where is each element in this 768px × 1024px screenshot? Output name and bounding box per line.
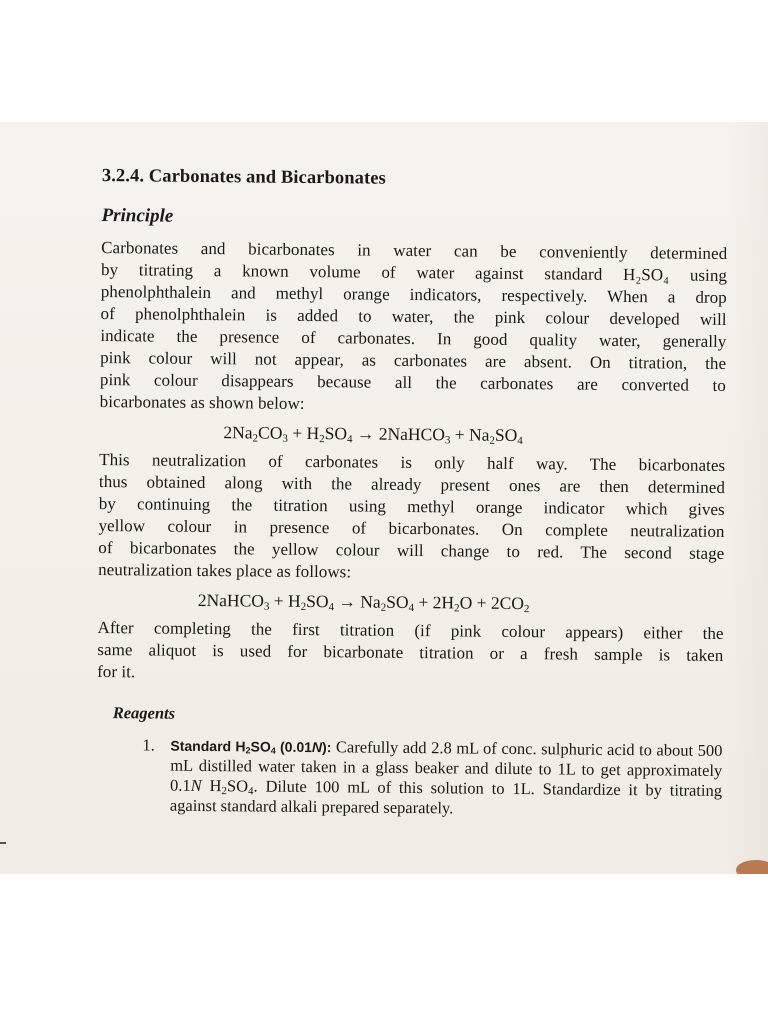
neutralization-paragraph — [98, 449, 725, 587]
principle-line: bicarbonates as shown below: — [99, 391, 305, 413]
principle-line: pink colour disappears because all the carbonates are converted to — [99, 369, 727, 395]
reagent-number: 1. — [142, 735, 155, 755]
principle-line: by titrating a known volume of water against standard H₂SO₄ using — [100, 259, 728, 286]
principle-line: phenolphthalein and methyl orange indicators, respectively. When a drop — [100, 281, 727, 308]
principle-line: of phenolphthalein is added to water, the pink colour developed will — [100, 303, 727, 330]
equation-carbonate: $2Na_2CO_3 + H_2SO_4$ → 2NaHCO$_3$ + $Na_2SO_4$ — [223, 422, 523, 448]
reagent-name: Standard $H_2SO_4$ (0.01N): — [170, 737, 332, 756]
after-line: same aliquot is used for bicarbonate titration or a fresh sample is taken — [97, 639, 724, 665]
reagents-heading: Reagents — [112, 703, 176, 723]
after-line: After completing the first titration (if pink colour appears) either the — [97, 617, 724, 643]
principle-line: Carbonates and bicarbonates in water can be conveniently determined — [101, 237, 728, 264]
principle-heading: Principle — [101, 204, 174, 227]
principle-line: pink colour will not appear, as carbonates are absent. On titration, the — [100, 347, 727, 373]
neutralization-line: This neutralization of carbonates is only half way. The bicarbonates — [99, 449, 726, 475]
after-line: for it. — [97, 661, 136, 682]
neutralization-line: of bicarbonates the yellow colour will change to red. The second stage — [98, 537, 725, 563]
reagent-item — [142, 735, 723, 821]
page-corner-stain — [736, 860, 768, 874]
principle-line: indicate the presence of carbonates. In good quality water, generally — [100, 325, 727, 352]
neutralization-line: by continuing the titration using methyl orange indicator which gives — [98, 493, 725, 519]
reagent-description: Standard $H_2SO_4$ (0.01N): Carefully add 2.8 mL of conc. sulphuric acid to about 500 mL distilled water taken in a glass beaker and dilute to 1L to get approximately 0.1N $H_2SO_4$. Dilute 100 mL of this solution to 1L. Standardize it by titrating against standard alkali prepared separately. — [169, 737, 723, 818]
section-heading: 3.2.4. Carbonates and Bicarbonates — [101, 166, 386, 189]
page-content — [96, 166, 728, 821]
principle-paragraph — [100, 237, 728, 419]
neutralization-line: yellow colour in presence of bicarbonates. On complete neutralization — [98, 515, 725, 541]
page-edge-shadow — [728, 122, 768, 874]
neutralization-line: neutralization takes place as follows: — [98, 559, 352, 582]
after-paragraph — [97, 617, 724, 689]
margin-mark — [0, 842, 6, 844]
equation-bicarbonate: 2NaHCO$_3$ + $H_2SO_4 \to Na_2SO_4 + 2H_2O + 2CO_2$ — [197, 589, 530, 616]
neutralization-line: thus obtained along with the already present ones are then determined — [98, 471, 726, 497]
